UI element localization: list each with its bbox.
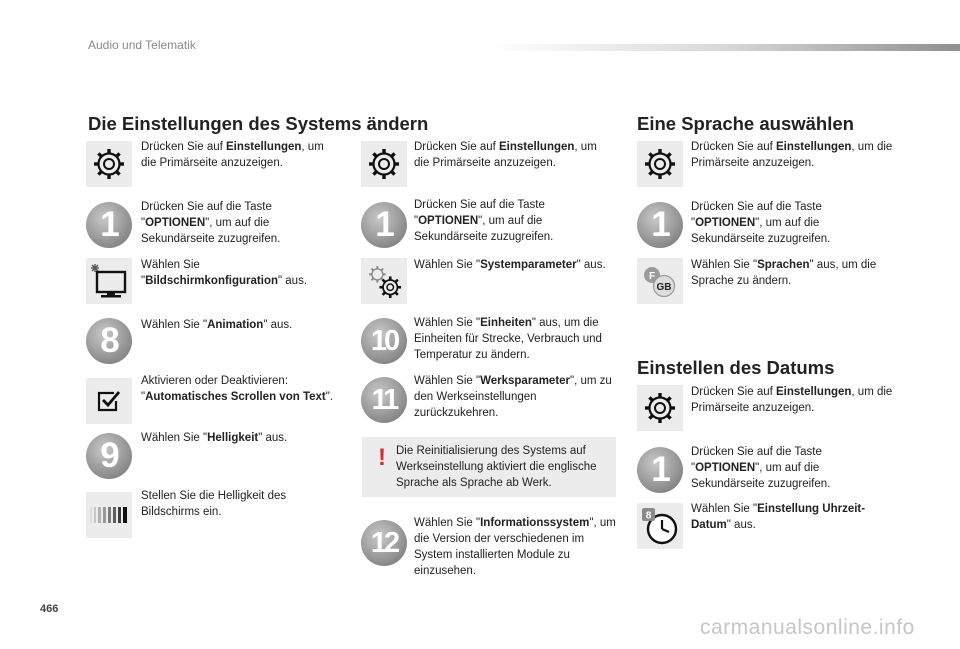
step-text: Aktivieren oder Deaktivieren: "Automatisches Scrollen von Text". xyxy=(141,375,334,403)
gear-icon xyxy=(637,141,683,187)
section-title-system: Die Einstellungen des Systems ändern xyxy=(88,113,429,134)
step-text: Drücken Sie auf Einstellungen, um die Primärseite anzuzeigen. xyxy=(141,141,324,169)
step-text: Drücken Sie auf die Taste "OPTIONEN", um auf die Sekundärseite zuzugreifen. xyxy=(141,201,281,245)
number-1-icon: 1 xyxy=(637,447,683,493)
screen-settings-icon xyxy=(86,258,132,304)
number-8-icon: 8 xyxy=(86,318,132,364)
step-text: Wählen Sie "Bildschirmkonfiguration" aus. xyxy=(141,259,308,287)
number-11-icon: 11 xyxy=(361,377,407,423)
gear-icon xyxy=(86,141,132,187)
section-title-language: Eine Sprache auswählen xyxy=(637,113,854,134)
step-text: Wählen Sie "Helligkeit" aus. xyxy=(141,432,288,444)
step-text: Drücken Sie auf Einstellungen, um die Primärseite anzuzeigen. xyxy=(414,141,597,169)
step-text: Drücken Sie auf die Taste "OPTIONEN", um auf die Sekundärseite zuzugreifen. xyxy=(691,201,831,245)
page-number: 466 xyxy=(40,603,59,615)
section-title-date: Einstellen des Datums xyxy=(637,357,835,378)
number-12-icon: 12 xyxy=(361,520,407,566)
warning-text: Die Reinitialisierung des Systems auf Werkseinstellung aktiviert die englische Sprache als Sprache ab Werk. xyxy=(396,445,597,489)
step-text: Wählen Sie "Sprachen" aus, um die Sprache zu ändern. xyxy=(691,259,877,287)
step-text: Stellen Sie die Helligkeit des Bildschirms ein. xyxy=(141,490,287,518)
clock-icon xyxy=(637,503,683,549)
checkbox-icon xyxy=(86,378,132,424)
number-9-icon: 9 xyxy=(86,433,132,479)
step-text: Drücken Sie auf die Taste "OPTIONEN", um auf die Sekundärseite zuzugreifen. xyxy=(414,199,554,243)
step-text: Drücken Sie auf Einstellungen, um die Primärseite anzuzeigen. xyxy=(691,141,893,169)
system-gears-icon xyxy=(361,258,407,304)
number-10-icon: 10 xyxy=(361,318,407,364)
step-text: Wählen Sie "Systemparameter" aus. xyxy=(414,259,606,271)
language-label-gb: GB xyxy=(656,282,672,293)
language-icon xyxy=(637,258,683,304)
gear-icon xyxy=(361,141,407,187)
running-header: Audio und Telematik xyxy=(88,38,196,52)
step-text: Wählen Sie "Einstellung Uhrzeit-Datum" aus. xyxy=(691,503,866,531)
warning-icon: ! xyxy=(378,444,386,471)
brightness-bars-icon xyxy=(86,492,132,538)
step-text: Drücken Sie auf die Taste "OPTIONEN", um auf die Sekundärseite zuzugreifen. xyxy=(691,446,831,490)
gear-icon xyxy=(637,385,683,431)
language-label-f: F xyxy=(648,271,656,282)
number-1-icon: 1 xyxy=(86,202,132,248)
clock-badge: 8 xyxy=(645,510,652,522)
step-text: Wählen Sie "Einheiten" aus, um die Einheiten für Strecke, Verbrauch und Temperatur zu ändern. xyxy=(414,317,602,361)
number-1-icon: 1 xyxy=(637,202,683,248)
step-text: Wählen Sie "Werksparameter", um zu den Werkseinstellungen zurückzukehren. xyxy=(414,375,612,419)
header-gradient-bar xyxy=(490,44,960,51)
step-text: Wählen Sie "Informationssystem", um die Version der verschiedenen im System installierten Module zu einzusehen. xyxy=(414,517,616,577)
step-text: Wählen Sie "Animation" aus. xyxy=(141,319,293,331)
step-text: Drücken Sie auf Einstellungen, um die Primärseite anzuzeigen. xyxy=(691,386,893,414)
number-1-icon: 1 xyxy=(361,202,407,248)
watermark: carmanualsonline.info xyxy=(700,616,915,639)
